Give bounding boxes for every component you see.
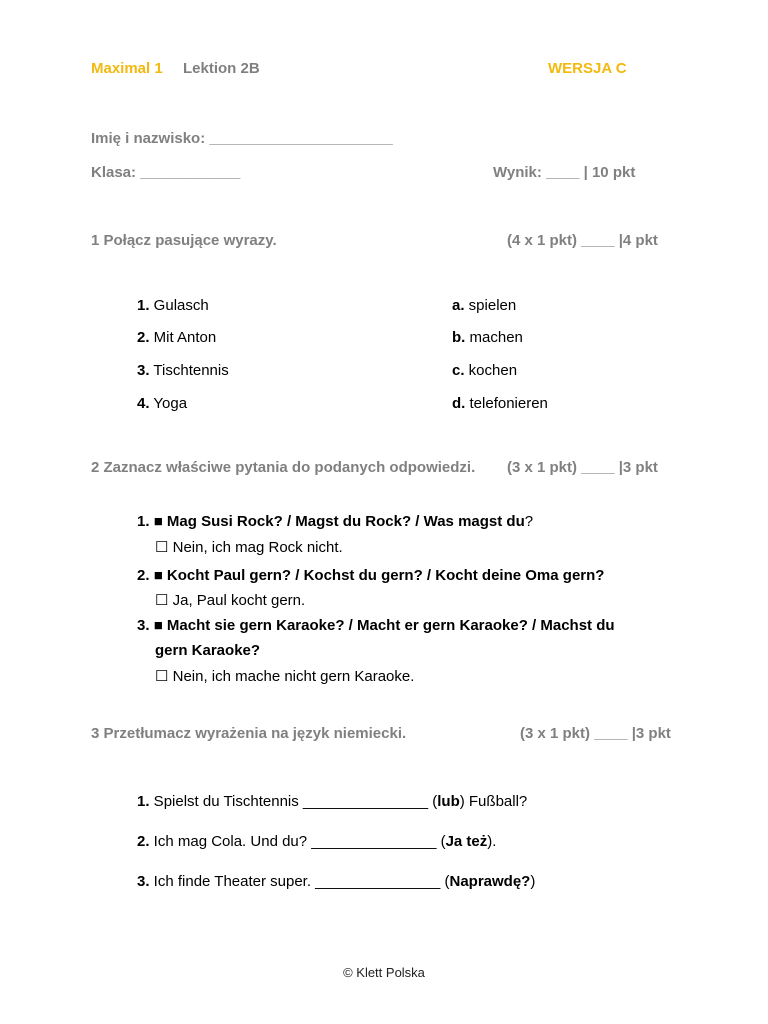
item-text: Ich mag Cola. Und du? _______________ ( [149, 833, 446, 850]
item-text-after: ) Fußball? [459, 793, 528, 810]
item-number: 1. [137, 513, 150, 530]
filled-square-icon: ■ [153, 513, 163, 530]
item-number: 2. [137, 833, 150, 850]
list-item [452, 362, 517, 379]
item-number: 2. [137, 329, 150, 346]
name-field-label: Imię i nazwisko: ______________________ [91, 130, 393, 147]
item-letter: b. [452, 329, 466, 346]
answer-text: ☐ Ja, Paul kocht gern. [155, 592, 306, 609]
version-label: WERSJA C [548, 60, 627, 77]
list-item [137, 395, 187, 412]
question-text: Macht sie gern Karaoke? / Macht er gern Karaoke? / Machst du [162, 617, 615, 634]
translation-item [137, 833, 496, 850]
item-number: 3. [137, 617, 150, 634]
filled-square-icon: ■ [153, 617, 163, 634]
book-title: Maximal 1 [91, 60, 163, 77]
item-text-after: ). [487, 833, 497, 850]
task2-title: 2 Zaznacz właściwe pytania do podanych odpowiedzi. [91, 459, 476, 476]
item-letter: d. [452, 395, 466, 412]
question-text: Mag Susi Rock? / Magst du Rock? / Was magst du [162, 513, 525, 530]
question-text: Kocht Paul gern? / Kochst du gern? / Kocht deine Oma gern? [162, 567, 605, 584]
item-number: 2. [137, 567, 150, 584]
answer-text: ☐ Nein, ich mag Rock nicht. [155, 539, 343, 556]
translation-item [137, 793, 527, 810]
answer-text: ☐ Nein, ich mache nicht gern Karaoke. [155, 668, 415, 685]
item-text: Yoga [149, 395, 188, 412]
item-text: kochen [464, 362, 518, 379]
list-item [137, 297, 209, 314]
question-item [137, 513, 533, 530]
task3-points: (3 x 1 pkt) ____ |3 pkt [520, 725, 671, 742]
lesson-label: Lektion 2B [183, 60, 260, 77]
item-number: 3. [137, 873, 150, 890]
question-text-continued: gern Karaoke? [155, 642, 261, 659]
item-text: spielen [464, 297, 517, 314]
item-number: 1. [137, 297, 150, 314]
class-field-label: Klasa: ____________ [91, 164, 241, 181]
task1-points: (4 x 1 pkt) ____ |4 pkt [507, 232, 658, 249]
score-field-label: Wynik: ____ | 10 pkt [493, 164, 636, 181]
item-text: Mit Anton [149, 329, 217, 346]
item-letter: a. [452, 297, 465, 314]
item-text: machen [465, 329, 523, 346]
list-item [452, 297, 516, 314]
list-item [452, 329, 523, 346]
list-item [452, 395, 548, 412]
task3-title: 3 Przetłumacz wyrażenia na język niemiecki. [91, 725, 407, 742]
item-hint: lub [437, 793, 460, 810]
copyright-footer: © Klett Polska [343, 965, 425, 980]
filled-square-icon: ■ [153, 567, 163, 584]
question-tail: ? [524, 513, 534, 530]
item-text: telefonieren [465, 395, 548, 412]
item-number: 3. [137, 362, 150, 379]
item-text: Tischtennis [149, 362, 229, 379]
list-item [137, 362, 229, 379]
task1-title: 1 Połącz pasujące wyrazy. [91, 232, 277, 249]
item-number: 1. [137, 793, 150, 810]
task2-points: (3 x 1 pkt) ____ |3 pkt [507, 459, 658, 476]
question-item [137, 567, 604, 584]
translation-item [137, 873, 535, 890]
item-letter: c. [452, 362, 465, 379]
item-hint: Ja też [445, 833, 488, 850]
question-item [137, 617, 615, 634]
item-text-after: ) [530, 873, 536, 890]
item-text: Spielst du Tischtennis _______________ ( [149, 793, 438, 810]
item-hint: Naprawdę? [449, 873, 531, 890]
item-text: Gulasch [149, 297, 209, 314]
item-number: 4. [137, 395, 150, 412]
item-text: Ich finde Theater super. _______________ ( [149, 873, 450, 890]
list-item [137, 329, 216, 346]
